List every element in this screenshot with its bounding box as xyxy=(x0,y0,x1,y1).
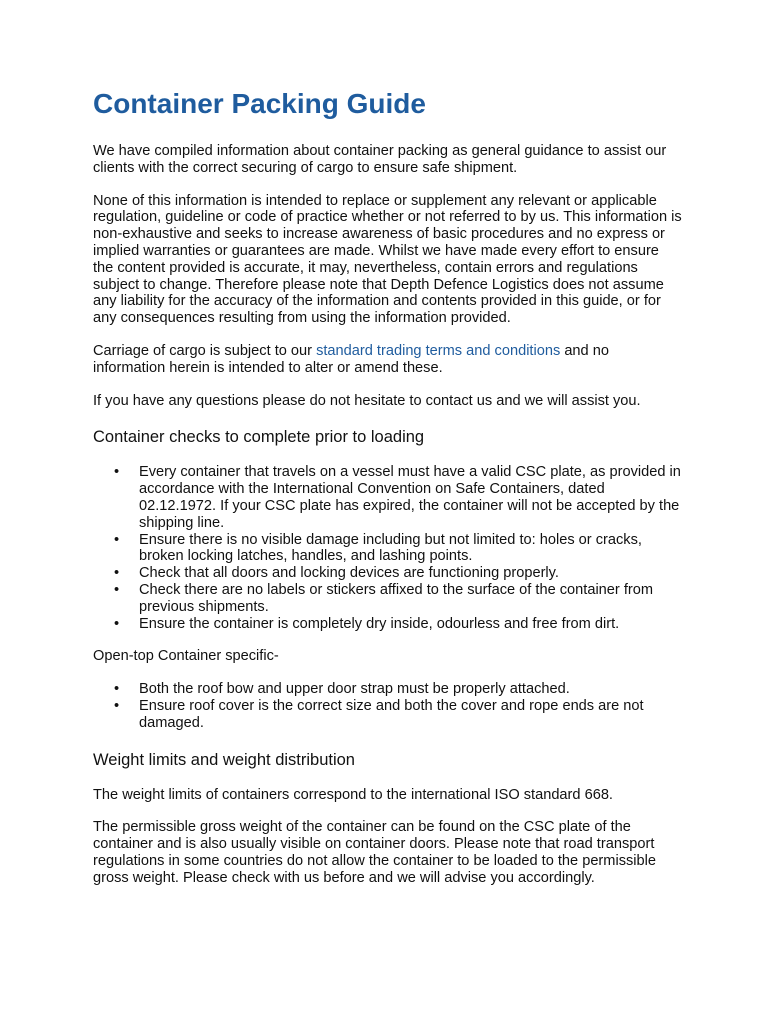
bullet-icon: • xyxy=(114,615,120,632)
carriage-paragraph xyxy=(93,343,683,377)
bullet-icon: • xyxy=(114,581,120,598)
questions-paragraph: If you have any questions please do not hesitate to contact us and we will assist you. xyxy=(93,392,641,409)
bullet-icon: • xyxy=(114,697,120,714)
weight-paragraph-1: The weight limits of containers correspond to the international ISO standard 668. xyxy=(93,786,613,803)
checks-heading: Container checks to complete prior to loading xyxy=(93,428,425,447)
weight-heading: Weight limits and weight distribution xyxy=(93,750,355,769)
open-top-label: Open-top Container specific- xyxy=(93,648,279,665)
bullet-icon: • xyxy=(114,565,120,582)
disclaimer-paragraph: None of this information is intended to replace or supplement any relevant or applicable regulation, guideline or code of practice whether or not referred to by us. This information is non-exhaustive and seeks to increase awareness of basic procedures and no express or implied warranties or guarantees are made. Whilst we have made every effort to ensure the content provided is accurate, it may, nevertheless, contain errors and regulations subject to change. Therefore please note that Depth Defence Logistics does not assume any liability for the accuracy of the information and contents provided in this guide, or for any consequences resulting from using the information provided. xyxy=(93,192,682,327)
list-item: • Ensure roof cover is the correct size and both the cover and rope ends are not damaged. xyxy=(114,697,644,731)
intro-paragraph: We have compiled information about container packing as general guidance to assist our clients with the correct securing of cargo to ensure safe shipment. xyxy=(93,143,667,176)
list-item: • Check there are no labels or stickers affixed to the surface of the container from previous shipments. xyxy=(114,581,654,615)
carriage-text-after: and no information herein is intended to alter or amend these. xyxy=(93,342,609,376)
weight-paragraph-2: The permissible gross weight of the container can be found on the CSC plate of the container and is also usually visible on container doors. Please note that road transport regulations in some countries do not allow the container to be loaded to the permissible gross weight. Please check with us before and we will advise you accordingly. xyxy=(93,819,657,886)
terms-link[interactable]: standard trading terms and conditions xyxy=(316,342,561,359)
list-item: • Both the roof bow and upper door strap must be properly attached. xyxy=(114,681,570,698)
carriage-text-before: Carriage of cargo is subject to our xyxy=(93,342,317,359)
checks-list xyxy=(93,464,683,632)
open-top-list xyxy=(93,681,683,731)
list-item: • Ensure there is no visible damage including but not limited to: holes or cracks, broken locking latches, handles, and lashing points. xyxy=(114,531,642,565)
page-title: Container Packing Guide xyxy=(93,88,426,119)
list-item: • Every container that travels on a vessel must have a valid CSC plate, as provided in accordance with the International Convention on Safe Containers, dated 02.12.1972. If your CSC plate has expired, the container will not be accepted by the shipping line. xyxy=(114,464,681,531)
bullet-icon: • xyxy=(114,464,120,481)
list-item: • Ensure the container is completely dry inside, odourless and free from dirt. xyxy=(114,615,620,632)
bullet-icon: • xyxy=(114,681,120,698)
bullet-icon: • xyxy=(114,531,120,548)
document-page xyxy=(93,86,683,903)
list-item: • Check that all doors and locking devices are functioning properly. xyxy=(114,565,559,582)
